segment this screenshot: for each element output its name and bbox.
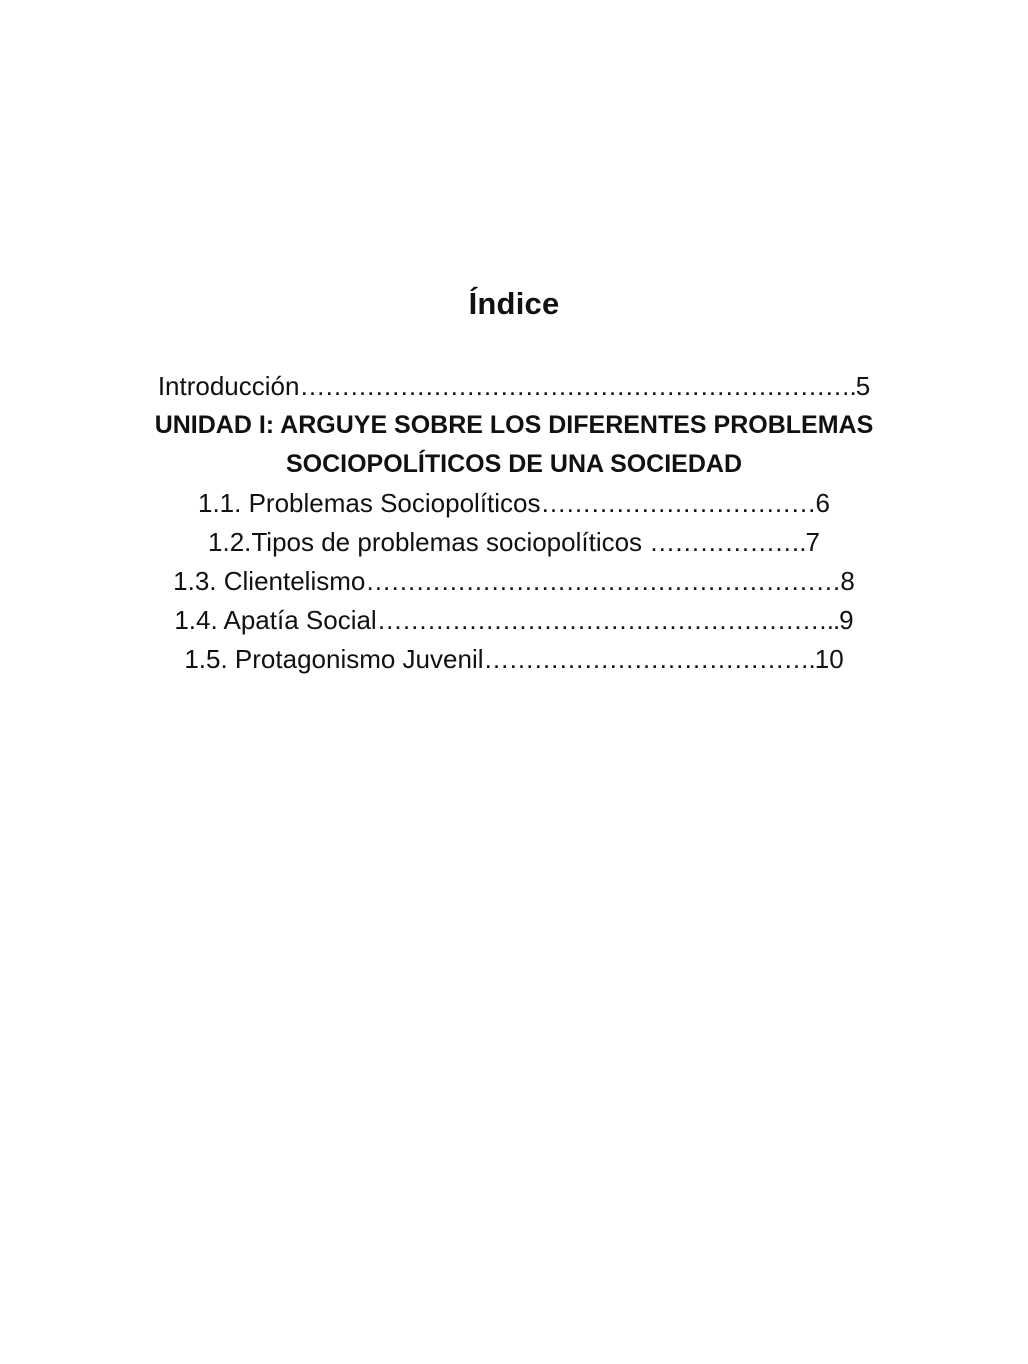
toc-entry-1-3 (0, 562, 1028, 601)
toc-entry-leader: …………………………… (540, 488, 816, 518)
toc-entry-1-1 (0, 484, 1028, 523)
toc-entry-title: 1.3. Clientelismo (173, 566, 366, 596)
toc-entry-title: 1.1. Problemas Sociopolíticos (198, 488, 541, 518)
toc-entry-title: Introducción (157, 371, 300, 401)
toc-entry-title: 1.4. Apatía Social (174, 605, 377, 635)
toc-entry-page: 6 (815, 488, 830, 518)
toc-entry-1-5 (0, 640, 1028, 679)
toc-entry-title: 1.5. Protagonismo Juvenil (184, 644, 484, 674)
toc-entry-leader: ………………………………………………… (365, 566, 841, 596)
toc-unit-heading-line-1: UNIDAD I: ARGUYE SOBRE LOS DIFERENTES PROBLEMAS (154, 411, 874, 439)
toc-entry-title: 1.2.Tipos de problemas sociopolíticos (208, 527, 650, 557)
toc-entry-1-2 (0, 523, 1028, 562)
toc-entry-page: 7 (805, 527, 820, 557)
toc-entry-leader: ………………. (649, 527, 806, 557)
toc-entry-page: 9 (839, 605, 854, 635)
toc-entry-page: 10 (814, 644, 844, 674)
page-title: Índice (468, 286, 560, 321)
toc-entry-leader: ……………………………………………….. (376, 605, 840, 635)
table-of-contents (0, 367, 1028, 679)
toc-entry-leader: …………………………………. (483, 644, 815, 674)
toc-entry-leader: …………………………………………………………. (299, 371, 856, 401)
toc-entry-page: 5 (855, 371, 871, 401)
toc-unit-heading-line-2: SOCIOPOLÍTICOS DE UNA SOCIEDAD (285, 450, 743, 478)
toc-entry-introduccion (0, 367, 1028, 406)
toc-entry-1-4 (0, 601, 1028, 640)
toc-entry-page: 8 (840, 566, 855, 596)
